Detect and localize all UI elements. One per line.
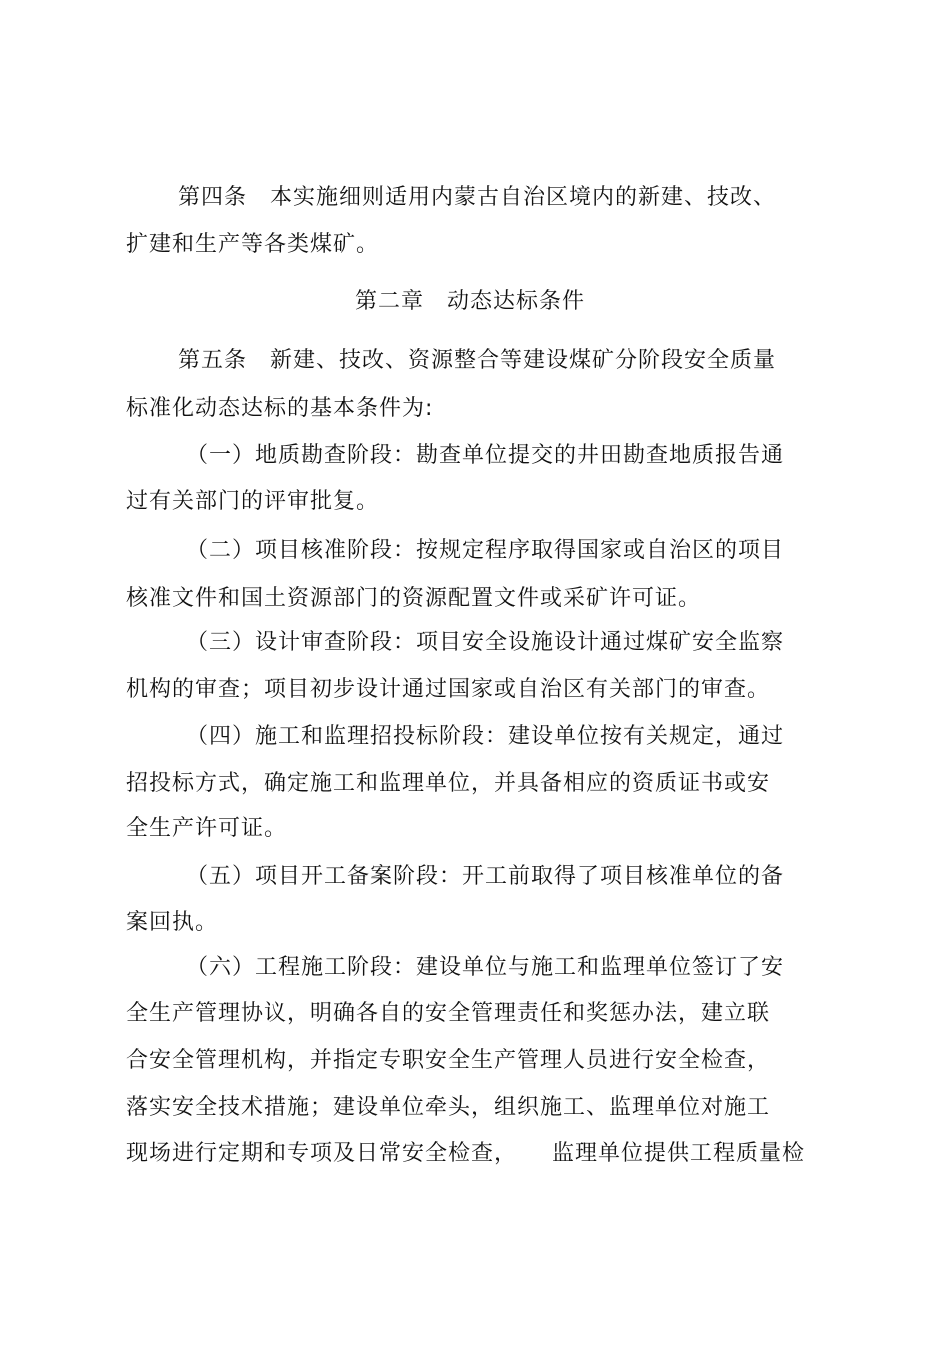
item-3-line-1: （三）设计审查阶段：项目安全设施设计通过煤矿安全监察: [186, 630, 785, 655]
item-6-line-4: 落实安全技术措施；建设单位牵头，组织施工、监理单位对施工: [126, 1095, 771, 1120]
item-2-line-2: 核准文件和国土资源部门的资源配置文件或采矿许可证。: [126, 586, 702, 611]
article-5-line-1: 第五条 新建、技改、资源整合等建设煤矿分阶段安全质量: [178, 348, 777, 373]
item-6-line-5: 现场进行定期和专项及日常安全检查， 监理单位提供工程质量检: [126, 1141, 806, 1166]
item-3-line-2: 机构的审查；项目初步设计通过国家或自治区有关部门的审查。: [126, 677, 771, 702]
article-4-line-1: 第四条 本实施细则适用内蒙古自治区境内的新建、技改、: [178, 185, 777, 210]
item-4-line-3: 全生产许可证。: [126, 816, 288, 841]
item-2-line-1: （二）项目核准阶段：按规定程序取得国家或自治区的项目: [186, 538, 785, 563]
chapter-2-heading: 第二章 动态达标条件: [355, 289, 586, 314]
item-6-line-2: 全生产管理协议，明确各自的安全管理责任和奖惩办法，建立联: [126, 1001, 771, 1026]
item-4-line-2: 招投标方式，确定施工和监理单位，并具备相应的资质证书或安: [126, 771, 771, 796]
item-5-line-1: （五）项目开工备案阶段：开工前取得了项目核准单位的备: [186, 864, 785, 889]
item-6-line-3: 合安全管理机构，并指定专职安全生产管理人员进行安全检查，: [126, 1048, 771, 1073]
article-5-line-2: 标准化动态达标的基本条件为:: [126, 396, 434, 421]
item-1-line-1: （一）地质勘查阶段：勘查单位提交的井田勘查地质报告通: [186, 443, 785, 468]
article-4-line-2: 扩建和生产等各类煤矿。: [126, 232, 380, 257]
item-4-line-1: （四）施工和监理招投标阶段：建设单位按有关规定，通过: [186, 724, 785, 749]
item-5-line-2: 案回执。: [126, 910, 219, 935]
item-6-line-1: （六）工程施工阶段：建设单位与施工和监理单位签订了安: [186, 955, 785, 980]
item-1-line-2: 过有关部门的评审批复。: [126, 489, 380, 514]
